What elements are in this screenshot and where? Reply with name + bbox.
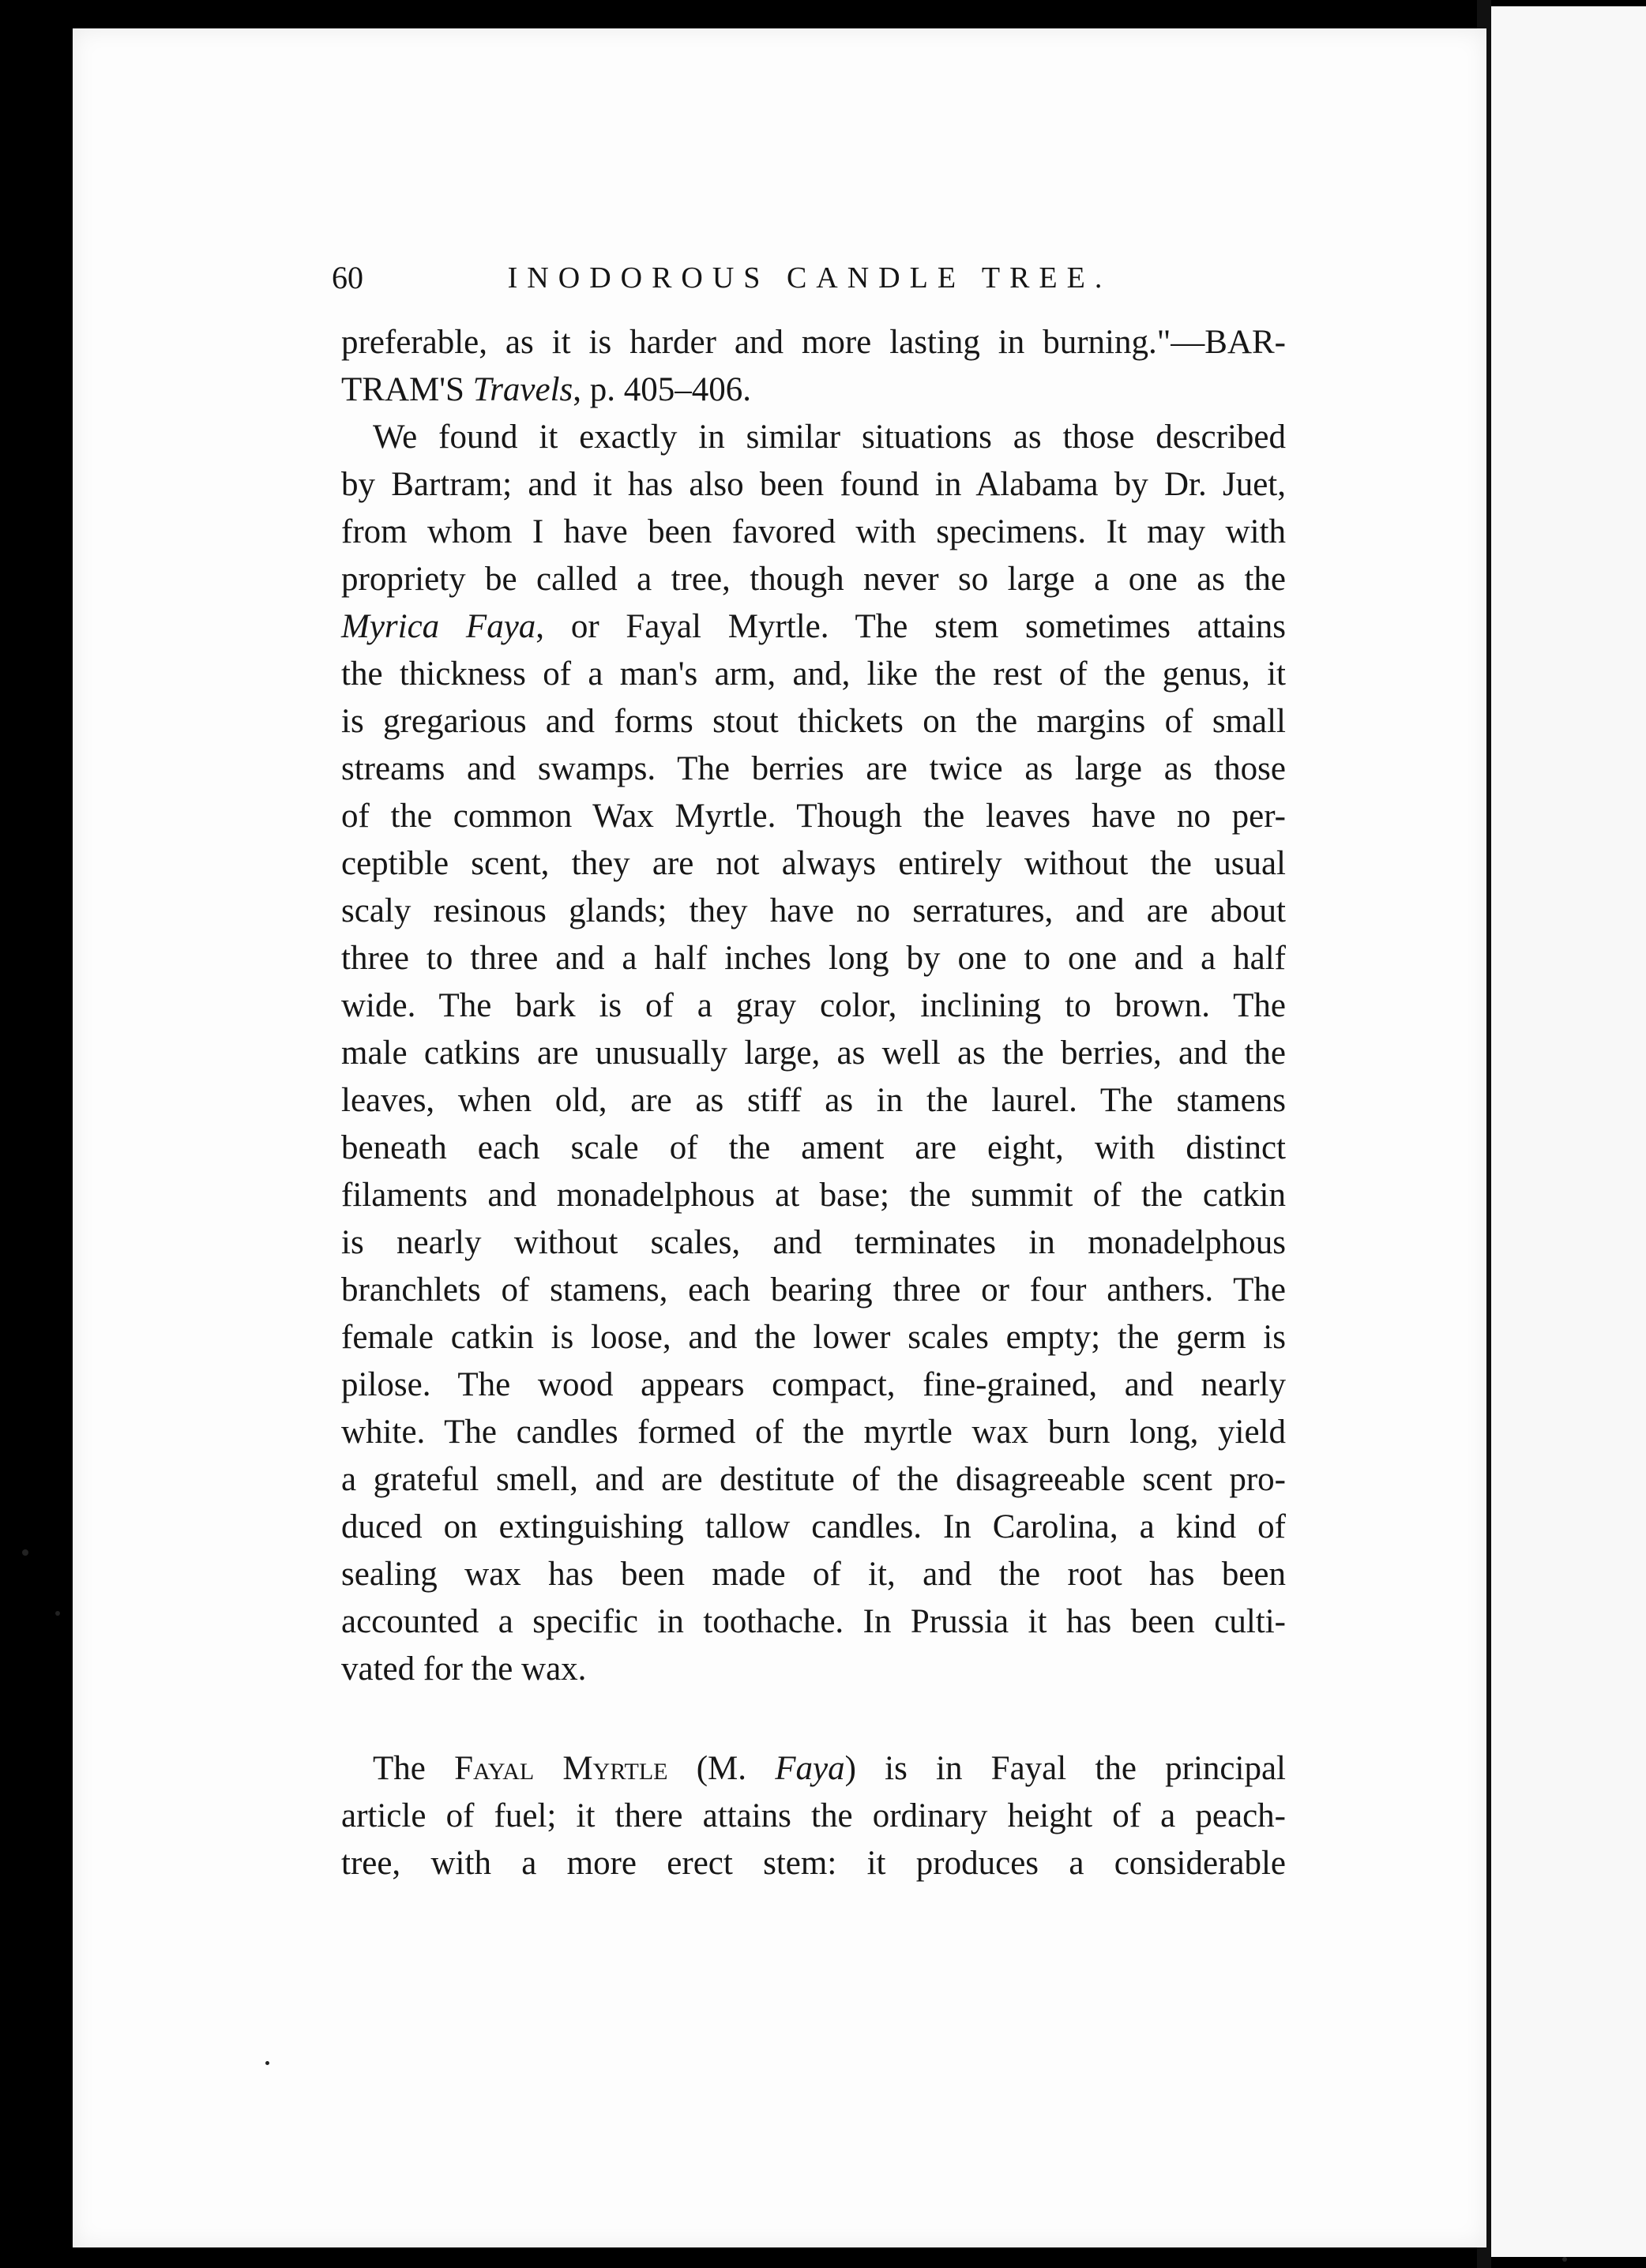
text-line: duced on extinguishing tallow candles. In Carolina, a kind of xyxy=(341,1508,1286,1545)
text-line: by Bartram; and it has also been found in Alabama by Dr. Juet, xyxy=(341,466,1286,503)
text-run: (M. xyxy=(667,1750,776,1787)
text-line: accounted a specific in toothache. In Prussia it has been culti- xyxy=(341,1603,1286,1640)
text-line: branchlets of stamens, each bearing three or four anthers. The xyxy=(341,1271,1286,1309)
text-line: ceptible scent, they are not always entirely without the usual xyxy=(341,845,1286,882)
text-run: The xyxy=(373,1750,455,1787)
text-line xyxy=(341,603,1286,651)
text-line: three to three and a half inches long by one to one and a half xyxy=(341,940,1286,977)
text-line: leaves, when old, are as stiff as in the laurel. The stamens xyxy=(341,1082,1286,1119)
text-line xyxy=(341,366,1286,414)
species-name: Myrica Faya xyxy=(341,608,536,645)
book-title: Travels xyxy=(472,371,573,408)
body-text xyxy=(341,319,1286,1887)
species-common-name: Fayal Myrtle xyxy=(454,1750,668,1787)
text-line: white. The candles formed of the myrtle wax burn long, yield xyxy=(341,1414,1286,1451)
text-line: propriety be called a tree, though never so large a one as the xyxy=(341,561,1286,598)
scan-speck xyxy=(265,2061,269,2065)
text-line xyxy=(341,1745,1286,1793)
text-line: beneath each scale of the ament are eight, with distinct xyxy=(341,1129,1286,1166)
text-run: ) is in Fayal the principal xyxy=(844,1750,1286,1787)
text-line: article of fuel; it there attains the ordinary height of a peach- xyxy=(341,1797,1286,1834)
text-line: We found it exactly in similar situations as those described xyxy=(373,419,1286,456)
text-run: , or Fayal Myrtle. The stem sometimes attains xyxy=(536,608,1286,645)
text-line: tree, with a more erect stem: it produces a considerable xyxy=(341,1845,1286,1882)
paragraph-gap xyxy=(341,1693,1286,1745)
scan-speck xyxy=(1562,2257,1567,2262)
text-line: filaments and monadelphous at base; the summit of the catkin xyxy=(341,1177,1286,1214)
text-line: scaly resinous glands; they have no serratures, and are about xyxy=(341,892,1286,929)
running-title: INODOROUS CANDLE TREE. xyxy=(507,261,1112,295)
text-line: streams and swamps. The berries are twice as large as those xyxy=(341,750,1286,787)
text-line: of the common Wax Myrtle. Though the leaves have no per- xyxy=(341,798,1286,835)
species-name: Faya xyxy=(775,1750,845,1787)
text-line: preferable, as it is harder and more lasting in burning."—BAR- xyxy=(341,324,1286,361)
text-line: a grateful smell, and are destitute of the disagreeable scent pro- xyxy=(341,1461,1286,1498)
text-line: male catkins are unusually large, as well as the berries, and the xyxy=(341,1034,1286,1072)
text-line: is nearly without scales, and terminates in monadelphous xyxy=(341,1224,1286,1261)
text-line: pilose. The wood appears compact, fine-grained, and nearly xyxy=(341,1366,1286,1403)
text-line: vated for the wax. xyxy=(341,1650,587,1688)
text-line: female catkin is loose, and the lower scales empty; the germ is xyxy=(341,1319,1286,1356)
text-line: sealing wax has been made of it, and the root has been xyxy=(341,1556,1286,1593)
text-line: from whom I have been favored with specimens. It may with xyxy=(341,513,1286,550)
page-number: 60 xyxy=(332,260,363,295)
scan-speck xyxy=(55,1611,60,1616)
text-line: the thickness of a man's arm, and, like the rest of the genus, it xyxy=(341,655,1286,693)
text-line: wide. The bark is of a gray color, inclining to brown. The xyxy=(341,987,1286,1024)
author-name: TRAM'S xyxy=(341,371,464,408)
scan-speck xyxy=(22,1549,28,1556)
page-header xyxy=(332,254,1287,302)
page-reference: , p. 405–406. xyxy=(573,371,752,408)
facing-page-edge xyxy=(1491,6,1646,2257)
text-line: is gregarious and forms stout thickets on the margins of small xyxy=(341,703,1286,740)
